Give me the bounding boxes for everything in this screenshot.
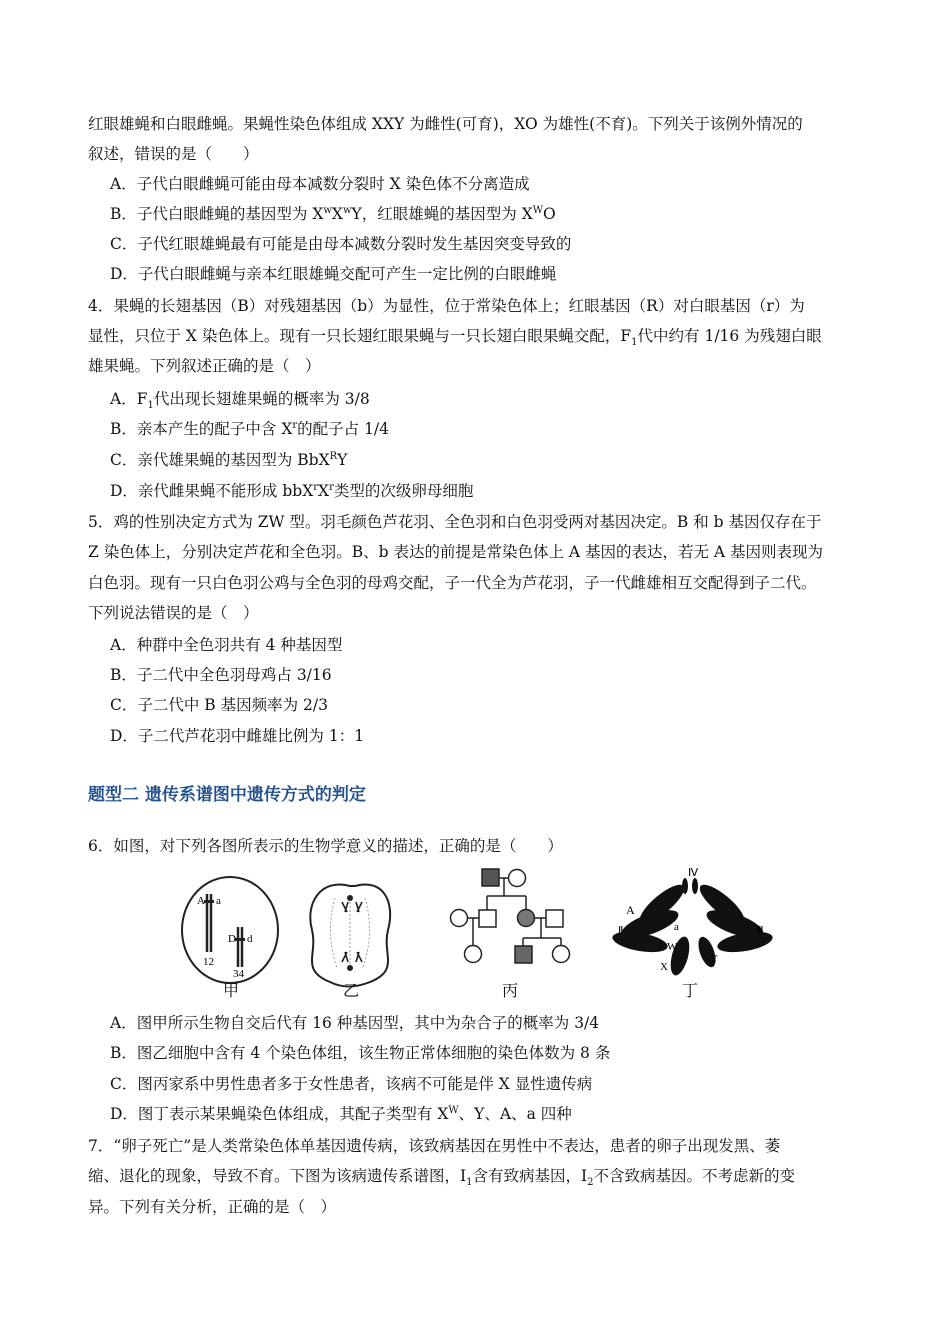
figure-jia-cell — [182, 877, 278, 983]
ding-label-X: X — [660, 961, 668, 973]
q6-option-c: C．图丙家系中男性患者多于女性患者，该病不可能是伴 X 显性遗传病 — [110, 1075, 593, 1093]
q4-option-c: C．亲代雄果蝇的基因型为 BbX$^R$Y — [110, 450, 348, 469]
q4-line-2: 显性，只位于 X 染色体上。现有一只长翅红眼果蝇与一只长翅白眼果蝇交配，$F_1$代中约有 1/16 为残翅白眼 — [88, 327, 822, 349]
figure-caption-yi: 乙 — [342, 981, 359, 1000]
section-heading: 题型二 遗传系谱图中遗传方式的判定 — [88, 785, 366, 805]
ding-label-A: A — [626, 903, 635, 917]
figure-caption-bing: 丙 — [501, 981, 518, 1000]
q7-line-2: 缩、退化的现象，导致不育。下图为该病遗传系谱图，$I_1$含有致病基因，$I_2$不含致病基因。不考虑新的变 — [88, 1167, 796, 1189]
q3-line-1: 红眼雄蝇和白眼雌蝇。果蝇性染色体组成 XXY 为雌性(可育)，XO 为雄性(不育)。下列关于该例外情况的 — [88, 115, 803, 133]
q5-option-c: C．子二代中 B 基因频率为 2/3 — [110, 696, 328, 714]
q5-option-d: D．子二代芦花羽中雌雄比例为 1：1 — [110, 727, 365, 745]
ding-label-Y: Y — [710, 953, 718, 965]
q4-option-a: A．$F_1$代出现长翅雄果蝇的概率为 3/8 — [110, 390, 370, 412]
q5-option-a: A．种群中全色羽共有 4 种基因型 — [110, 636, 343, 654]
jia-label-34: 34 — [233, 968, 244, 980]
q5-line-1: 5．鸡的性别决定方式为 ZW 型。羽毛颜色芦花羽、全色羽和白色羽受两对基因决定。B 和 b 基因仅存在于 — [88, 513, 822, 531]
ding-label-IV: Ⅳ — [688, 867, 699, 879]
figure-yi-cell — [310, 885, 390, 987]
q5-line-2: Z 染色体上，分别决定芦花和全色羽。B、b 表达的前提是常染色体上 A 基因的表达，若无 A 基因则表现为 — [88, 543, 824, 561]
ding-label-W: W — [667, 941, 678, 953]
q6-option-a: A．图甲所示生物自交后代有 16 种基因型，其中为杂合子的概率为 3/4 — [110, 1014, 600, 1032]
q3-option-b: B．子代白眼雌蝇的基因型为 $X^wX^wY$，红眼雄蝇的基因型为 $X^WO$ — [110, 204, 556, 223]
figure-bing-pedigree — [451, 869, 570, 963]
q5-line-3: 白色羽。现有一只白色羽公鸡与全色羽的母鸡交配，子一代全为芦花羽，子一代雌雄相互交配得到子二代。 — [88, 574, 817, 592]
q4-option-d: D．亲代雌果蝇不能形成 $bbX^rX^r$类型的次级卵母细胞 — [110, 481, 474, 500]
q3-option-c: C．子代红眼雄蝇最有可能是由母本减数分裂时发生基因突变导致的 — [110, 235, 572, 253]
ding-label-III-right: Ⅲ — [756, 925, 764, 937]
q6-line-1: 6．如图，对下列各图所表示的生物学意义的描述，正确的是（ ） — [88, 837, 563, 855]
q3-option-a: A．子代白眼雌蝇可能由母本减数分裂时 X 染色体不分离造成 — [110, 175, 530, 193]
figure-caption-jia: 甲 — [222, 981, 239, 1000]
q7-line-3: 异。下列有关分析，正确的是（ ） — [88, 1198, 337, 1216]
q3-option-d: D．子代白眼雌蝇与亲本红眼雄蝇交配可产生一定比例的白眼雌蝇 — [110, 265, 557, 283]
q4-option-b: B．亲本产生的配子中含 $X^r$的配子占 1/4 — [110, 419, 390, 438]
jia-label-D: D — [228, 933, 236, 945]
q5-line-4: 下列说法错误的是（ ） — [88, 604, 259, 622]
q4-line-1: 4．果蝇的长翅基因（B）对残翅基因（b）为显性，位于常染色体上；红眼基因（R）对白眼基因（r）为 — [88, 297, 805, 315]
q4-line-3: 雄果蝇。下列叙述正确的是（ ） — [88, 357, 321, 375]
q5-option-b: B．子二代中全色羽母鸡占 3/16 — [110, 666, 332, 684]
q3-line-2: 叙述，错误的是（ ） — [88, 145, 259, 163]
jia-label-a: a — [216, 895, 221, 907]
jia-label-A: A — [197, 895, 205, 907]
ding-label-II-left: Ⅱ — [618, 925, 624, 937]
jia-label-d: d — [247, 933, 253, 945]
figure-caption-ding: 丁 — [681, 981, 698, 1000]
figure-ding-chromosomes — [611, 867, 774, 977]
q6-option-b: B．图乙细胞中含有 4 个染色体组，该生物正常体细胞的染色体数为 8 条 — [110, 1044, 611, 1062]
q7-line-1: 7．“卵子死亡”是人类常染色体单基因遗传病，该致病基因在男性中不表达，患者的卵子出现发黑、萎 — [88, 1137, 781, 1155]
ding-label-a: a — [674, 921, 679, 933]
q6-option-d: D．图丁表示某果蝇染色体组成，其配子类型有 $X^W$、Y、A、a 四种 — [110, 1104, 572, 1123]
jia-label-12: 12 — [203, 956, 214, 968]
